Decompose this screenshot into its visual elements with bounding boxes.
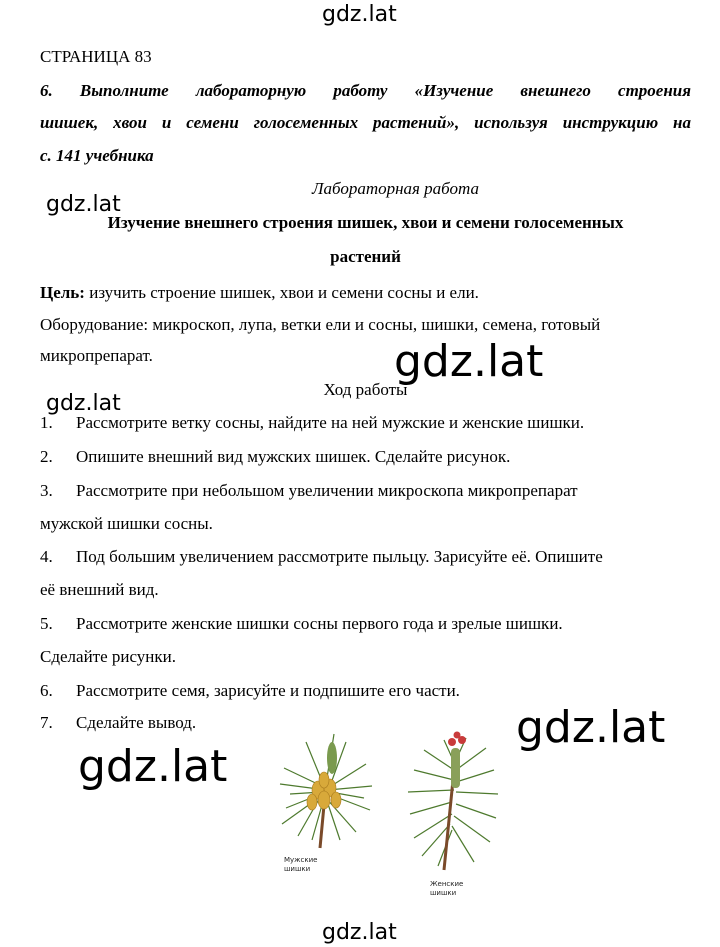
step-item xyxy=(40,615,691,632)
watermark: gdz.lat xyxy=(322,2,397,27)
step-text: Рассмотрите женские шишки сосны первого года и зрелые шишки. xyxy=(76,614,563,633)
lab-title: растений xyxy=(330,247,401,266)
lab-equipment: микропрепарат. xyxy=(40,346,153,365)
step-item xyxy=(40,548,691,565)
step-text: Сделайте вывод. xyxy=(76,713,197,732)
male-cones-illustration xyxy=(276,728,376,852)
page-heading: СТРАНИЦА 83 xyxy=(40,47,152,66)
step-number: 2. xyxy=(40,447,53,466)
goal-label: Цель: xyxy=(40,283,85,302)
step-item-cont: Сделайте рисунки. xyxy=(40,647,177,666)
step-item xyxy=(40,448,691,465)
step-number: 7. xyxy=(40,713,53,732)
step-item-cont: её внешний вид. xyxy=(40,580,159,599)
male-cones-caption: Мужские шишки xyxy=(284,856,318,873)
progress-heading: Ход работы xyxy=(323,380,408,399)
lab-subtitle: Лабораторная работа xyxy=(311,179,479,198)
step-number: 3. xyxy=(40,481,53,500)
step-item xyxy=(40,482,691,499)
step-text: Рассмотрите ветку сосны, найдите на ней мужские и женские шишки. xyxy=(76,413,585,432)
step-number: 6. xyxy=(40,681,53,700)
step-text: Опишите внешний вид мужских шишек. Сделайте рисунок. xyxy=(76,447,511,466)
goal-text: изучить строение шишек, хвои и семени сосны и ели. xyxy=(84,283,479,302)
watermark: gdz.lat xyxy=(516,702,666,753)
female-cones-caption: Женские шишки xyxy=(430,880,464,897)
female-cones-illustration xyxy=(404,730,500,878)
pollen-cone-icon xyxy=(307,772,341,810)
step-text: Рассмотрите семя, зарисуйте и подпишите его части. xyxy=(76,681,460,700)
task-line: 6. Выполните лабораторную работу «Изучение внешнего строения xyxy=(40,81,691,100)
lab-goal xyxy=(40,284,479,301)
step-item xyxy=(40,414,691,431)
step-text: Рассмотрите при небольшом увеличении микроскопа микропрепарат xyxy=(76,481,578,500)
watermark: gdz.lat xyxy=(322,920,397,945)
lab-title: Изучение внешнего строения шишек, хвои и семени голосеменных xyxy=(107,213,624,232)
step-text: Под большим увеличением рассмотрите пыльцу. Зарисуйте её. Опишите xyxy=(76,547,603,566)
step-number: 4. xyxy=(40,547,53,566)
task-line: шишек, хвои и семени голосеменных растений», используя инструкцию на xyxy=(40,113,691,132)
watermark: gdz.lat xyxy=(78,741,228,792)
watermark: gdz.lat xyxy=(394,336,544,387)
step-number: 5. xyxy=(40,614,53,633)
step-item xyxy=(40,682,691,699)
watermark: gdz.lat xyxy=(46,192,121,217)
step-item-cont: мужской шишки сосны. xyxy=(40,514,213,533)
watermark: gdz.lat xyxy=(46,391,121,416)
step-number: 1. xyxy=(40,413,53,432)
lab-equipment: Оборудование: микроскоп, лупа, ветки ели и сосны, шишки, семена, готовый xyxy=(40,315,601,334)
task-line: с. 141 учебника xyxy=(40,146,154,165)
